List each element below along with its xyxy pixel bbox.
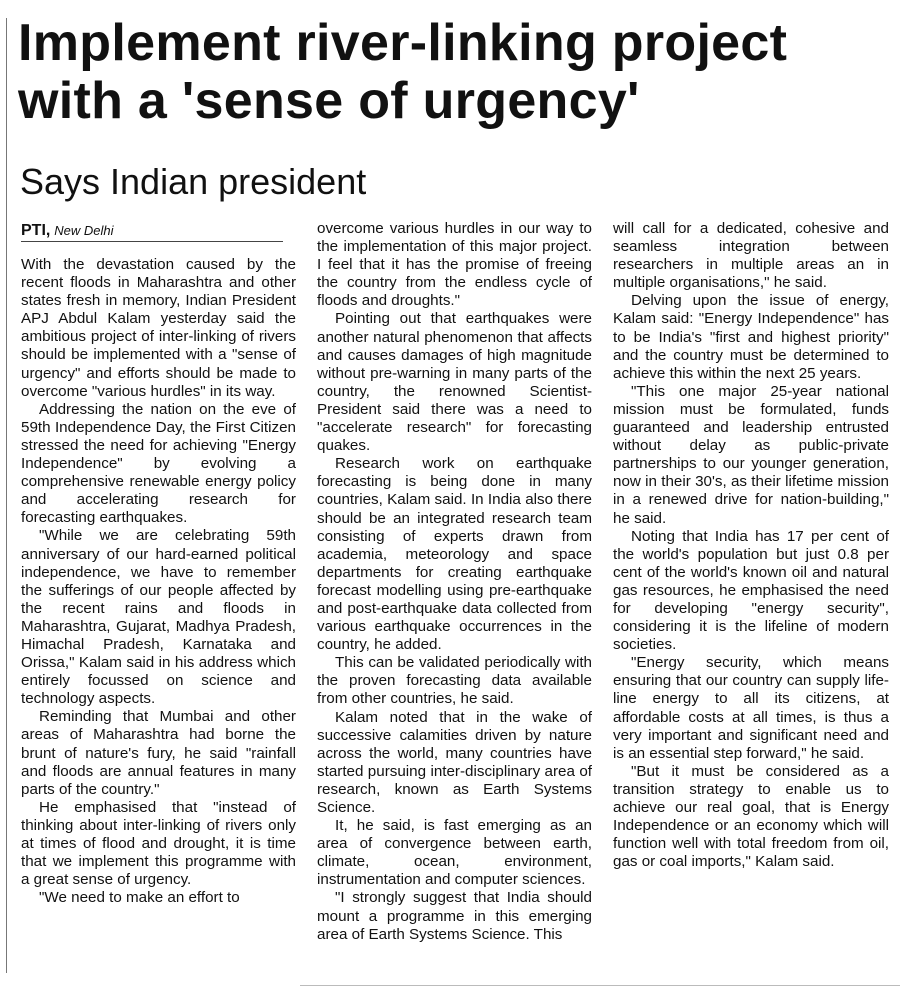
byline (21, 222, 283, 242)
paragraph: Research work on earthquake forecasting is being done in many countries, Kalam said. In India also there should be an integrated research team consisting of experts drawn from academia, meteorology and space departments for creating earthquake forecast modelling using pre-earthquake and post-earthquake data collected from various earthquake occurrences in the country, he added. (317, 455, 592, 654)
headline-line-2: with a 'sense of urgency' (18, 72, 640, 130)
paragraph: It, he said, is fast emerging as an area of convergence between earth, climate, ocean, environment, instrumentation and computer sciences. (317, 817, 592, 889)
paragraph: Addressing the nation on the eve of 59th Independence Day, the First Citizen stressed the need for achieving "Energy Independence" by evolving a comprehensive renewable energy policy and accelerating research for forecasting earthquakes. (21, 400, 296, 527)
paragraph: This can be validated periodically with the proven forecasting data available from other countries, he said. (317, 654, 592, 708)
paragraph: "I strongly suggest that India should mount a programme in this emerging area of Earth Systems Science. This (317, 889, 592, 943)
paragraph: He emphasised that "instead of thinking about inter-linking of rivers only at times of flood and drought, it is time that we implement this programme with a great sense of urgency. (21, 798, 296, 889)
headline-line-1: Implement river-linking project (18, 14, 788, 72)
column-1 (21, 256, 296, 907)
paragraph: Pointing out that earthquakes were another natural phenomenon that affects and causes damages of high magnitude without pre-warning in many parts of the country, the renowned Scientist-President said there was a need to "accelerate research" for forecasting quakes. (317, 310, 592, 455)
paragraph: Kalam noted that in the wake of successive calamities driven by nature across the world, many countries have started pursuing inter-disciplinary area of research, known as Earth Systems Science. (317, 708, 592, 816)
paragraph: With the devastation caused by the recent floods in Maharashtra and other states fresh in memory, Indian President APJ Abdul Kalam yesterday said the ambitious project of inter-linking of rivers should be implemented with a "sense of urgency" and efforts should be made to overcome "various hurdles" in its way. (21, 256, 296, 400)
byline-place: New Delhi (54, 223, 114, 238)
column-2 (317, 220, 592, 944)
column-3 (613, 220, 889, 871)
paragraph: "But it must be considered as a transition strategy to enable us to achieve our real goal, that is Energy Independence or an economy which will function well with total freedom from oil, gas or coal imports," Kalam said. (613, 762, 889, 871)
left-column-rule (6, 18, 7, 973)
paragraph: "This one major 25-year national mission must be formulated, funds guaranteed and leadership entrusted without delay as public-private partnerships to our younger generation, now in their 30's, as their lifetime mission in a renewed drive for nation-building," he said. (613, 382, 889, 527)
byline-agency: PTI, (21, 222, 51, 239)
paragraph: "We need to make an effort to (39, 889, 240, 907)
paragraph: Noting that India has 17 per cent of the world's population but just 0.8 per cent of the world's known oil and natural gas resources, he emphasised the need for developing "energy security", considering it is the lifeline of modern societies. (613, 527, 889, 654)
headline (18, 14, 908, 130)
paragraph: will call for a dedicated, cohesive and seamless integration between researchers in multiple areas an in multiple organisations," he said. (613, 220, 889, 292)
bottom-rule (300, 985, 900, 986)
paragraph: "Energy security, which means ensuring that our country can supply life-line energy to all its citizens, at affordable costs at all times, is thus a very important and significant need and is an essential step forward," he said. (613, 654, 889, 762)
paragraph: Delving upon the issue of energy, Kalam said: "Energy Independence" has to be India's "first and highest priority" and the country must be determined to achieve this within the next 25 years. (613, 292, 889, 382)
paragraph: Reminding that Mumbai and other areas of Maharashtra had borne the brunt of nature's fury, he said "rainfall and floods are annual features in many parts of the country." (21, 708, 296, 798)
paragraph: "While we are celebrating 59th anniversary of our hard-earned political independence, we have to remember the sufferings of our people affected by the recent rains and floods in Maharashtra, Gujarat, Madhya Pradesh, Himachal Pradesh, Karnataka and Orissa," Kalam said in his address which entirely focussed on science and technology aspects. (21, 527, 296, 708)
subheadline: Says Indian president (20, 161, 367, 202)
paragraph: overcome various hurdles in our way to the implementation of this major project. I feel that it has the promise of freeing the country from the endless cycle of floods and droughts." (317, 220, 592, 310)
